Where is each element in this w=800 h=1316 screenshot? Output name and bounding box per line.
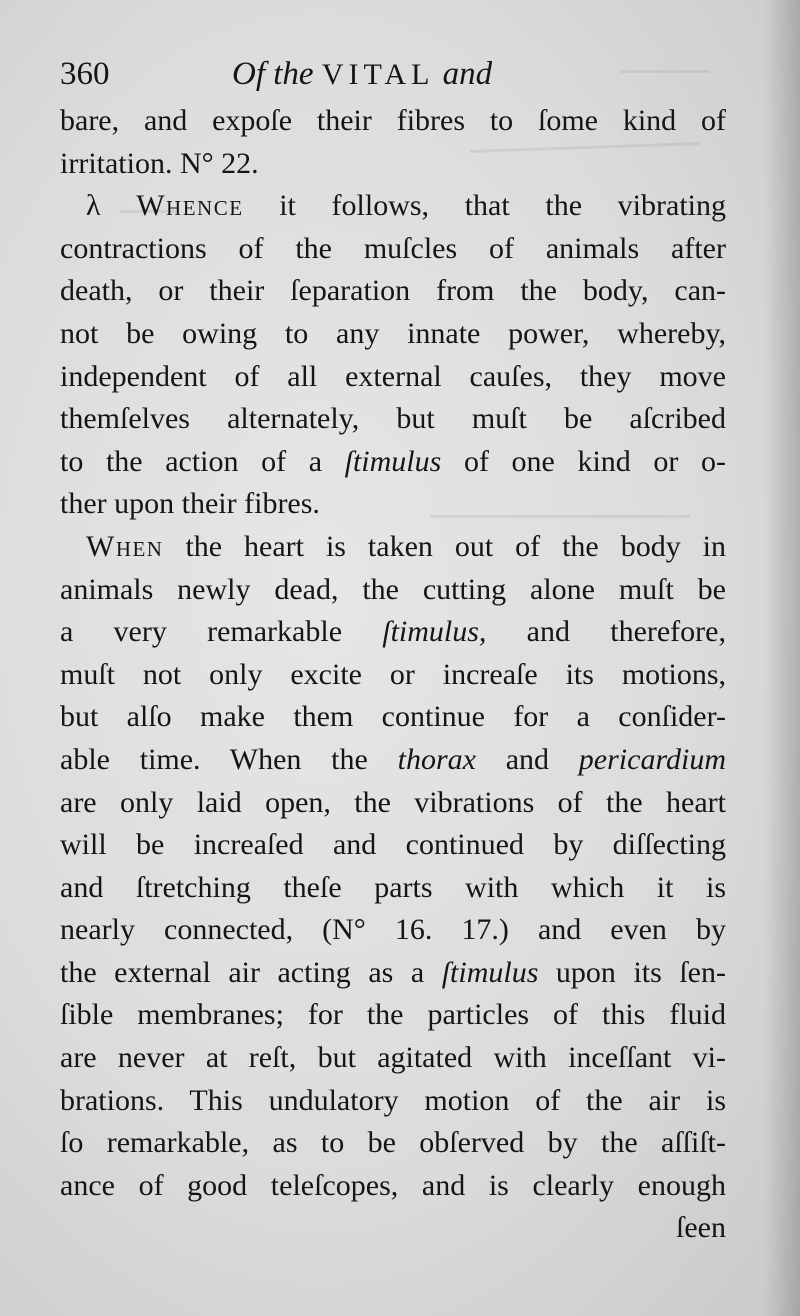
text-line [60, 441, 726, 484]
running-head-suffix: and [434, 56, 493, 92]
body-text [60, 100, 726, 1250]
text-line: muſt not only excite or increaſe its motions, [60, 657, 726, 691]
italic-term: ſtimulus [344, 444, 442, 478]
text-line [60, 185, 726, 228]
text-line: are only laid open, the vibrations of the heart [60, 785, 726, 819]
text-line: ſo remarkable, as to be obſerved by the aſſiſt- [60, 1126, 726, 1160]
text-line: not be owing to any innate power, whereby, [60, 316, 726, 350]
italic-term: pericardium [578, 742, 726, 776]
text-line: will be increaſed and continued by diſſecting [60, 828, 726, 862]
text-line: but alſo make them continue for a conſider- [60, 700, 726, 734]
text-line: nearly connected, (N° 16. 17.) and even by [60, 913, 726, 947]
text-line: themſelves alternately, but muſt be aſcribed [60, 402, 726, 436]
text-line [60, 526, 726, 569]
line-text: it follows, that the vibrating [243, 189, 726, 223]
text-line: and ſtretching theſe parts with which it is [60, 870, 726, 904]
line-text: of one kind or o- [441, 444, 726, 478]
text-block [60, 52, 726, 1250]
italic-term: thorax [397, 742, 476, 776]
text-line: bare, and expoſe their fibres to ſome kind of [60, 104, 726, 137]
text-line: contractions of the muſcles of animals after [60, 231, 726, 265]
running-head-prefix: Of the [232, 56, 322, 92]
line-text: and therefore, [486, 615, 726, 649]
text-line: death, or their ſeparation from the body, can- [60, 274, 726, 308]
text-line: irritation. N° 22. [60, 146, 259, 180]
small-caps-word: When [86, 529, 164, 563]
line-text: upon its ſen- [538, 955, 726, 989]
page-number: 360 [60, 56, 110, 92]
text-line: are never at reſt, but agitated with inceſſant vi- [60, 1041, 726, 1075]
text-line [60, 739, 726, 782]
running-head [232, 56, 492, 93]
text-line: ſeen [676, 1211, 726, 1245]
text-line: independent of all external cauſes, they move [60, 359, 726, 393]
line-text: a very remarkable [60, 615, 383, 649]
text-line: ſible membranes; for the particles of this fluid [60, 998, 726, 1032]
small-caps-word: Whence [136, 189, 244, 223]
page-header [60, 52, 726, 100]
italic-term: ſtimulus [441, 955, 539, 989]
text-line: ance of good teleſcopes, and is clearly enough [60, 1168, 726, 1202]
line-text: to the action of a [60, 444, 345, 478]
running-head-caps: VITAL [321, 58, 435, 91]
text-line [60, 611, 726, 654]
italic-term: ſtimulus, [382, 615, 487, 649]
text-line: animals newly dead, the cutting alone muſt be [60, 572, 726, 606]
gutter-shadow [764, 0, 800, 1316]
line-text: the external air acting as a [60, 955, 442, 989]
text-line [60, 952, 726, 995]
line-text: and [475, 742, 579, 776]
paragraph-mark: λ [86, 189, 137, 223]
text-line: ther upon their fibres. [60, 487, 320, 521]
line-text: the heart is taken out of the body in [163, 529, 726, 563]
line-text: able time. When the [60, 742, 398, 776]
text-line: brations. This undulatory motion of the air is [60, 1083, 726, 1117]
